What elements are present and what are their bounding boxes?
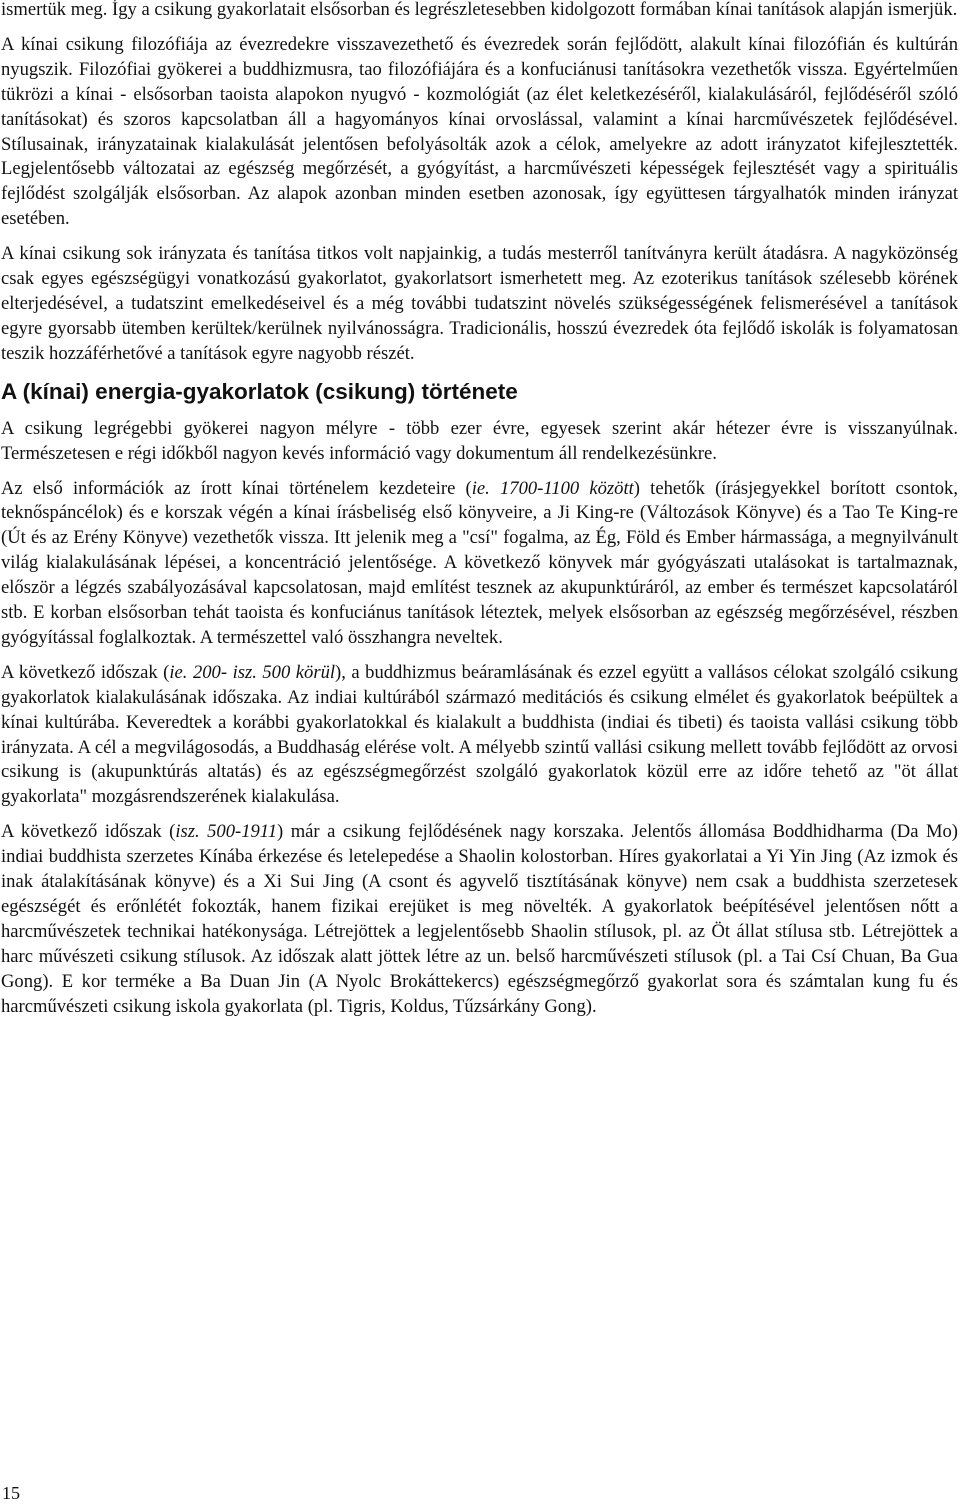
paragraph-1: ismertük meg. Így a csikung gyakorlatait elsősorban és legrészletesebben kidolgozott formában kínai tanítások alapján ismerjük. bbox=[1, 0, 958, 20]
paragraph-6 bbox=[1, 661, 958, 810]
document-body bbox=[1, 0, 958, 1030]
paragraph-2: A kínai csikung filozófiája az évezredekre visszavezethető és évezredek során fejlődött, alakult kínai filozófián és kultúrán nyugszik. Filozófiai gyökerei a buddhizmusra, tao filozófiájára és a konfuciánusi tanításokra vezethetők vissza. Egyértelműen tükrözi a kínai - elsősorban taoista alapokon nyugvó - kozmológiát (az élet keletkezéséről, kialakulásáról, fejlődéséről szóló tanításokat) és szoros kapcsolatban áll a hagyományos kínai orvoslással, valamint a kínai harcművészetek fejlődésével. Stílusainak, irányzatainak kialakulását jelentősen befolyásolták azok a célok, amelyekre az adott irányzatot kifejlesztették. Legjelentősebb változatai az egészség megőrzését, a gyógyítást, a harcművészeti képességek fejlesztését vagy a spirituális fejlődést szolgálják elsősorban. Az alapok azonban minden esetben azonosak, így együttesen tárgyalhatók minden irányzat esetében. bbox=[1, 33, 958, 230]
paragraph-6-date-range: ie. 200- isz. 500 körül bbox=[169, 661, 336, 683]
paragraph-7-text-b: ) már a csikung fejlődésének nagy korszaka. Jelentős állomása Boddhidharma (Da Mo) indiai buddhista szerzetes Kínába érkezése és letelepedése a Shaolin kolostorban. Híres gyakorlatai a Yi Yin Jing (Az izmok és inak átalakításának könyve) és a Xi Sui Jing (A csont és agyvelő tisztításának könyve) nem csak a buddhista szerzetesek egészségét és erőnlétét fokozták, hanem fizikai erejüket is meg növelték. A gyakorlatok beépítésével jelentősen nőtt a harcművészetek technikai hatékonysága. Létrejöttek a legjelentősebb Shaolin stílusok, pl. az Öt állat stílusa stb. Létrejöttek a harc művészeti csikung stílusok. Az időszak alatt jöttek létre az un. belső harcművészeti stílusok (pl. a Tai Csí Chuan, Ba Gua Gong). E kor terméke a Ba Duan Jin (A Nyolc Brokáttekercs) egészségmegőrző gyakorlat sora és számtalan kung fu és harcművészeti csikung iskola gyakorlata (pl. Tigris, Koldus, Tűzsárkány Gong). bbox=[1, 821, 959, 1017]
paragraph-5 bbox=[1, 477, 958, 651]
paragraph-5-text-a: Az első információk az írott kínai történelem kezdeteire ( bbox=[1, 477, 472, 499]
paragraph-5-text-b: ) tehetők (írásjegyekkel borított csontok, teknőspáncélok) és e korszak végén a kínai írásbeliség első könyveire, a Ji King-re (Változások Könyve) és a Tao Te King-re (Út és az Erény Könyve) vezethetők vissza. Itt jelenik meg a "csí" fogalma, az Ég, Föld és Ember hármassága, a megnyilvánult világ kialakulásának lépései, a koncentráció jelentősége. A következő könyvek már gyógyászati utalásokat is tartalmaznak, először a légzés szabályozásával kapcsolatosan, majd említést tesznek az akupunktúráról, az ember és természet kapcsolatáról stb. E korban elsősorban tehát taoista és konfuciánus tanítások léteztek, melyek elsősorban az egészség megőrzésével, részben gyógyítással foglalkoztak. A természettel való összhangra neveltek. bbox=[1, 477, 958, 648]
paragraph-4: A csikung legrégebbi gyökerei nagyon mélyre - több ezer évre, egyesek szerint akár hétezer évre is visszanyúlnak. Természetesen e régi időkből nagyon kevés információ vagy dokumentum áll rendelkezésünkre. bbox=[1, 417, 958, 464]
paragraph-6-text-b: ), a buddhizmus beáramlásának és ezzel együtt a vallásos célokat szolgáló csikung gyakorlatok kialakulásának időszaka. Az indiai kultúrából származó meditációs és csikung elmélet és gyakorlatok beépültek a kínai kultúrába. Keveredtek a korábbi gyakorlatokkal és kialakult a buddhista (indiai és tibeti) és taoista vallási csikung több irányzata. A cél a megvilágosodás, a Buddhaság elérése volt. A mélyebb szintű vallási csikung mellett tovább fejlődött az orvosi csikung is (akupunktúrás altatás) és az egészségmegőrzést szolgáló gyakorlatok közül erre az időre tehető az "öt állat gyakorlata" mozgásrendszerének kialakulása. bbox=[1, 661, 958, 808]
paragraph-7 bbox=[1, 820, 958, 1019]
paragraph-3: A kínai csikung sok irányzata és tanítása titkos volt napjainkig, a tudás mesterről tanítványra került átadásra. A nagyközönség csak egyes egészségügyi vonatkozású gyakorlatot, gyakorlatsort ismerhetett meg. Az ezoterikus tanítások szélesebb körének elterjedésével, a tudatszint emelkedéseivel és a még további tudatszint növelés szükségességének felismerésével a tanítások egyre gyorsabb ütemben kerültek/kerülnek nyilvánosságra. Tradicionális, hosszú évezredek óta fejlődő iskolák is folyamatosan teszik hozzáférhetővé a tanítások egyre nagyobb részét. bbox=[1, 243, 958, 364]
paragraph-7-text-a: A következő időszak ( bbox=[1, 821, 176, 843]
page-number: 15 bbox=[2, 1483, 20, 1503]
paragraph-6-text-a: A következő időszak ( bbox=[1, 661, 170, 683]
paragraph-5-date-range: ie. 1700-1100 között bbox=[471, 477, 634, 499]
section-heading: A (kínai) energia-gyakorlatok (csikung) története bbox=[1, 378, 518, 404]
paragraph-7-date-range: isz. 500-1911 bbox=[175, 821, 278, 843]
